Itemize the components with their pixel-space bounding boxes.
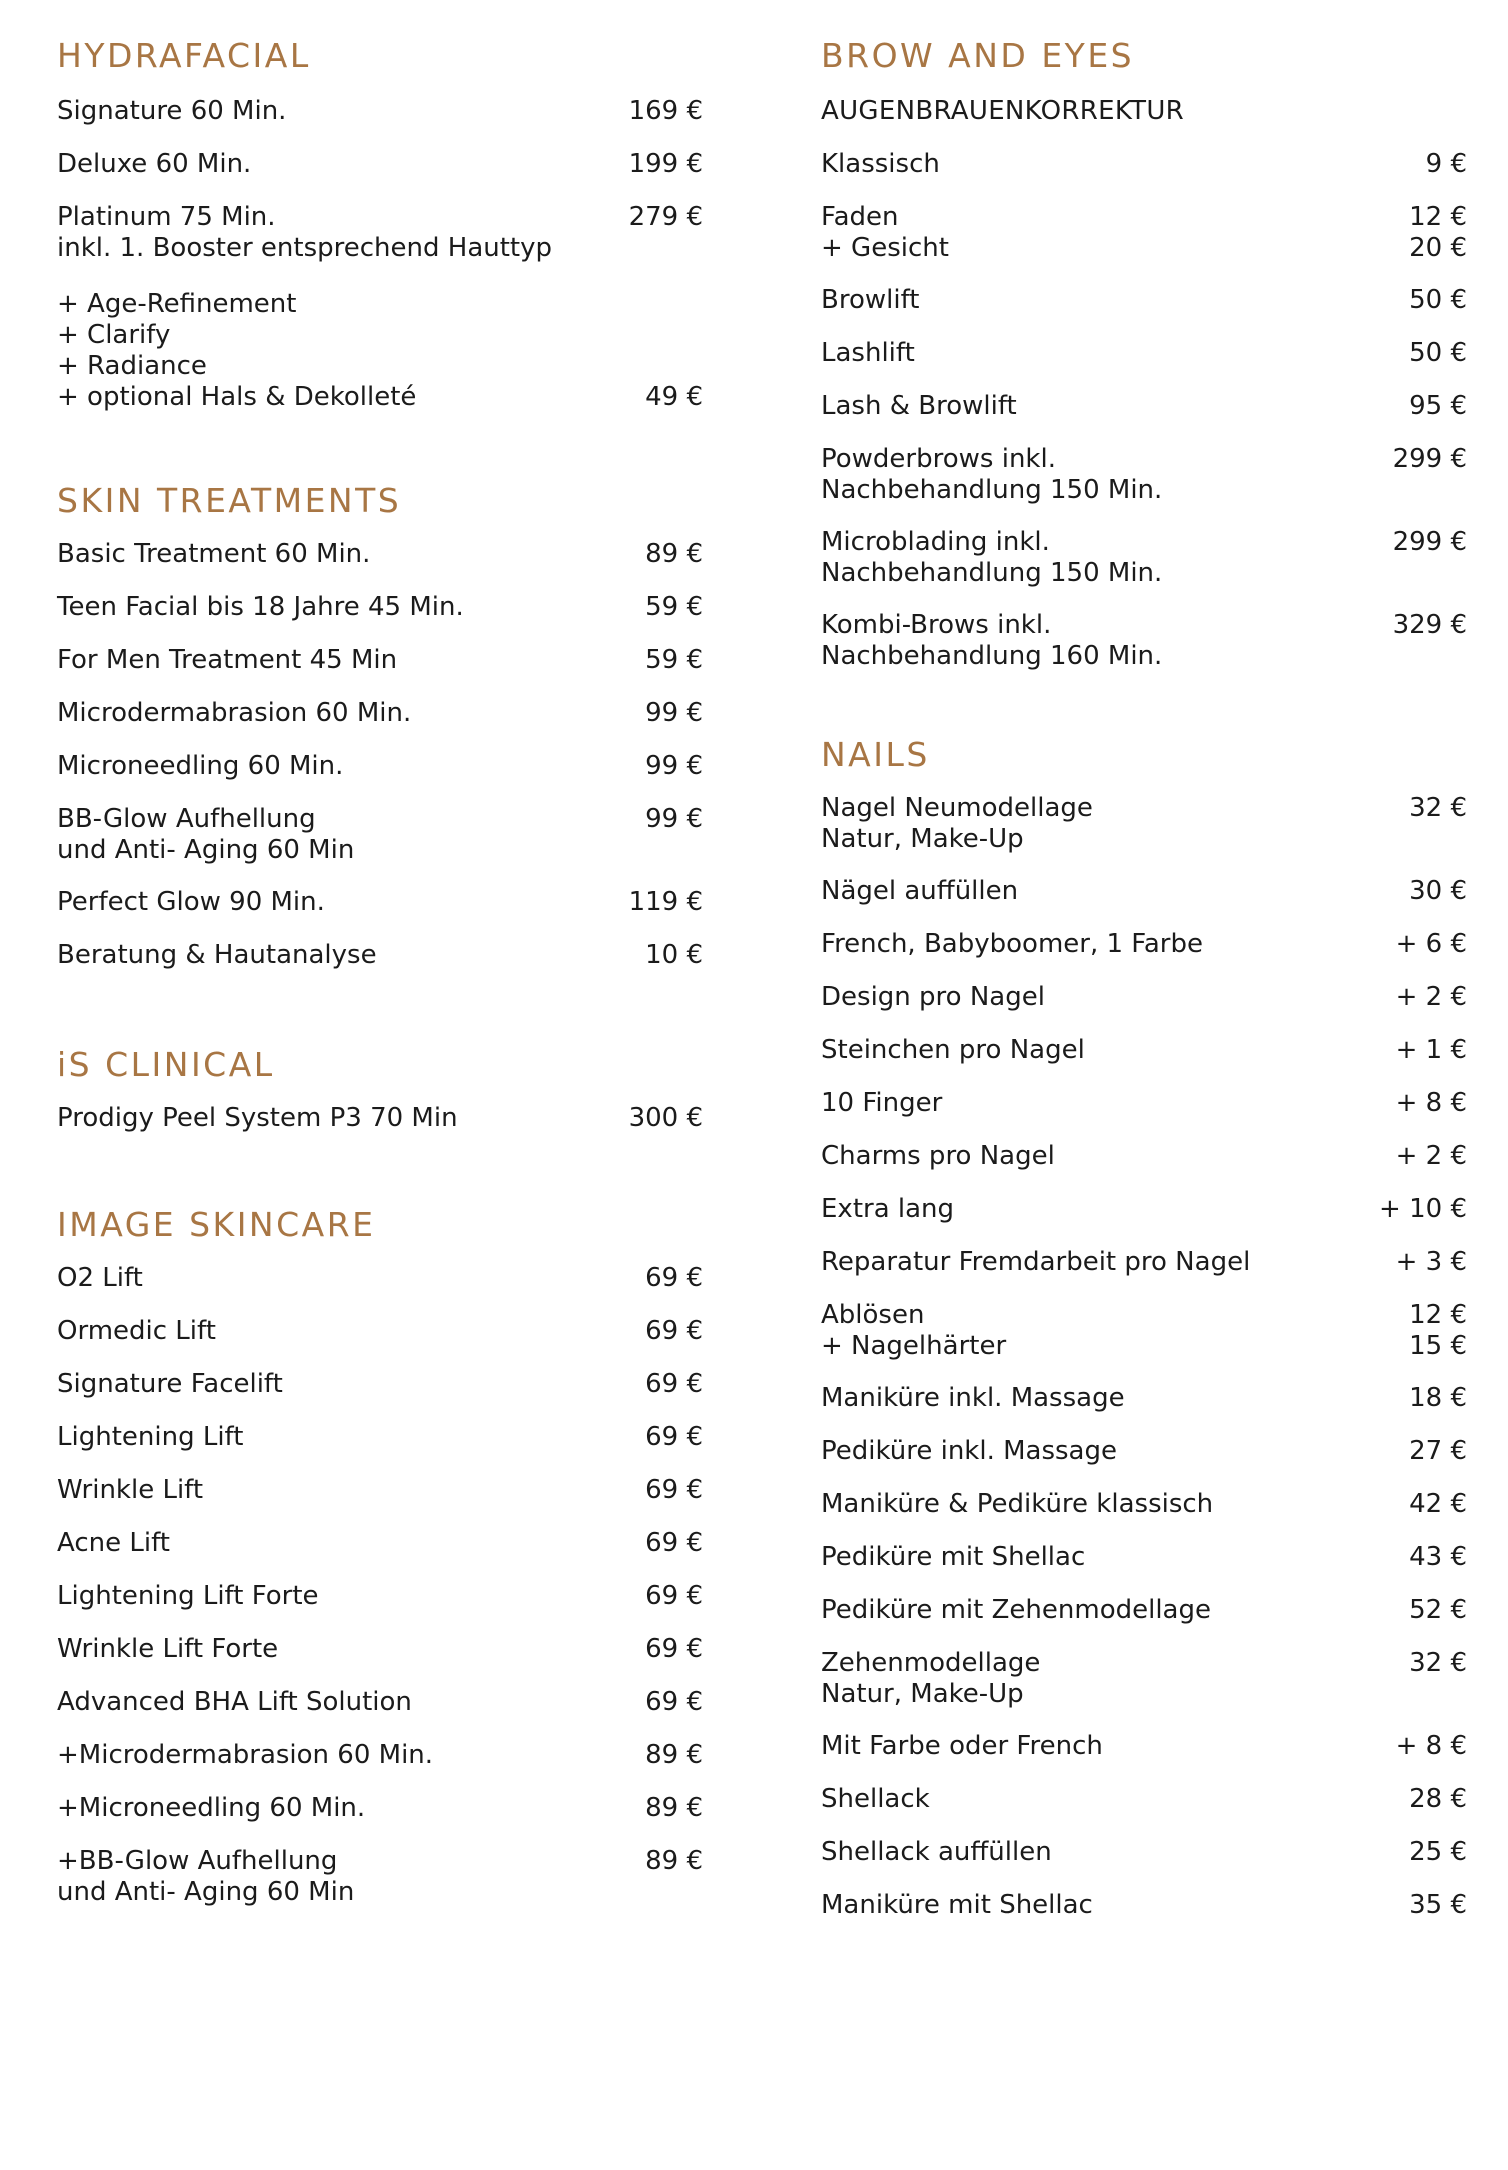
item-price: 9 € (1425, 149, 1467, 179)
item-label: Klassisch (821, 149, 940, 179)
item-label: Extra lang (821, 1194, 955, 1224)
item-price (1409, 1300, 1467, 1362)
item-price: 69 € (645, 1369, 703, 1399)
item-label-line: und Anti- Aging 60 Min (57, 835, 355, 865)
item-price: 27 € (1409, 1436, 1467, 1466)
item-price: 279 € (628, 202, 703, 232)
section-title-skin-treatments: SKIN TREATMENTS (57, 481, 402, 520)
item-label: Charms pro Nagel (821, 1141, 1055, 1171)
item-label: Maniküre inkl. Massage (821, 1383, 1125, 1413)
item-label-line: + Nagelhärter (821, 1331, 1007, 1361)
item-price: 28 € (1409, 1784, 1467, 1814)
item-price: 89 € (645, 1846, 703, 1876)
item-label: Maniküre mit Shellac (821, 1890, 1093, 1920)
item-label-line: Nachbehandlung 150 Min. (821, 475, 1163, 505)
item-price: 52 € (1409, 1595, 1467, 1625)
item-label-line: Natur, Make-Up (821, 824, 1024, 854)
item-label: Microneedling 60 Min. (57, 751, 344, 781)
item-label: Lightening Lift Forte (57, 1581, 319, 1611)
item-label (57, 202, 552, 264)
item-label: Design pro Nagel (821, 982, 1045, 1012)
item-label: Wrinkle Lift Forte (57, 1634, 279, 1664)
item-price: 59 € (645, 645, 703, 675)
item-label-line: Natur, Make-Up (821, 1679, 1024, 1709)
item-label: Steinchen pro Nagel (821, 1035, 1085, 1065)
item-price-line: 15 € (1409, 1331, 1467, 1361)
item-price: 18 € (1409, 1383, 1467, 1413)
item-price: 42 € (1409, 1489, 1467, 1519)
item-label: O2 Lift (57, 1263, 143, 1293)
item-label-line: Nagel Neumodellage (821, 793, 1093, 823)
section-title-hydrafacial: HYDRAFACIAL (57, 36, 311, 75)
item-label: Lash & Browlift (821, 391, 1017, 421)
item-price: 99 € (645, 751, 703, 781)
item-label: Perfect Glow 90 Min. (57, 887, 325, 917)
item-label: Shellack auffüllen (821, 1837, 1052, 1867)
item-price: 69 € (645, 1581, 703, 1611)
item-label-line: Microblading inkl. (821, 527, 1050, 557)
item-label-line: + Age-Refinement (57, 289, 297, 319)
item-label (57, 1846, 354, 1908)
item-price: 299 € (1392, 444, 1467, 474)
item-label: For Men Treatment 45 Min (57, 645, 398, 675)
item-price: 69 € (645, 1316, 703, 1346)
item-price-line: 20 € (1409, 233, 1467, 263)
item-label-line: + optional Hals & Dekolleté (57, 382, 417, 412)
section-title-nails: NAILS (821, 735, 930, 774)
item-price: 32 € (1409, 793, 1467, 823)
item-price: + 3 € (1395, 1247, 1467, 1277)
item-price: 69 € (645, 1687, 703, 1717)
item-label-line: +BB-Glow Aufhellung (57, 1846, 338, 1876)
item-label: Mit Farbe oder French (821, 1731, 1103, 1761)
section-title-is-clinical: iS CLINICAL (57, 1045, 275, 1084)
item-price: 35 € (1409, 1890, 1467, 1920)
item-price: 69 € (645, 1528, 703, 1558)
item-label: 10 Finger (821, 1088, 943, 1118)
item-label (57, 804, 354, 866)
item-price: + 2 € (1395, 1141, 1467, 1171)
item-price: 299 € (1392, 527, 1467, 557)
item-price-line: 12 € (1409, 1300, 1467, 1330)
item-price: 95 € (1409, 391, 1467, 421)
item-label (821, 1300, 1006, 1362)
item-price: 119 € (628, 887, 703, 917)
item-price: 30 € (1409, 876, 1467, 906)
item-label: Teen Facial bis 18 Jahre 45 Min. (57, 592, 464, 622)
item-label-line: Faden (821, 202, 899, 232)
item-price: 69 € (645, 1263, 703, 1293)
item-label-line: + Radiance (57, 351, 207, 381)
item-label: Reparatur Fremdarbeit pro Nagel (821, 1247, 1251, 1277)
item-price: 329 € (1392, 610, 1467, 640)
item-label-line: Nachbehandlung 150 Min. (821, 558, 1163, 588)
item-label-line: Ablösen (821, 1300, 925, 1330)
item-label: Deluxe 60 Min. (57, 149, 252, 179)
item-label: Beratung & Hautanalyse (57, 940, 377, 970)
item-label-line: Powderbrows inkl. (821, 444, 1056, 474)
section-subtitle: AUGENBRAUENKORREKTUR (821, 96, 1185, 126)
item-label: Advanced BHA Lift Solution (57, 1687, 412, 1717)
item-label (821, 202, 949, 264)
item-label: Lashlift (821, 338, 915, 368)
item-label (821, 610, 1162, 672)
item-label (821, 444, 1162, 506)
item-price-line: 12 € (1409, 202, 1467, 232)
item-label (821, 1648, 1040, 1710)
item-label: +Microneedling 60 Min. (57, 1793, 366, 1823)
item-price: 25 € (1409, 1837, 1467, 1867)
item-label: Nägel auffüllen (821, 876, 1019, 906)
item-price: 50 € (1409, 338, 1467, 368)
item-label: Pediküre mit Zehenmodellage (821, 1595, 1211, 1625)
item-label: Pediküre inkl. Massage (821, 1436, 1117, 1466)
item-price: + 2 € (1395, 982, 1467, 1012)
item-price: 10 € (645, 940, 703, 970)
item-price: 99 € (645, 804, 703, 834)
item-price: 69 € (645, 1475, 703, 1505)
item-price (1409, 202, 1467, 264)
item-label: French, Babyboomer, 1 Farbe (821, 929, 1203, 959)
item-label-line: + Clarify (57, 320, 171, 350)
item-label-line: Kombi-Brows inkl. (821, 610, 1052, 640)
item-price: 89 € (645, 1740, 703, 1770)
item-label (57, 289, 416, 413)
item-label: +Microdermabrasion 60 Min. (57, 1740, 434, 1770)
item-price: 300 € (628, 1103, 703, 1133)
item-label (821, 793, 1093, 855)
item-label: Lightening Lift (57, 1422, 244, 1452)
item-price: 69 € (645, 1422, 703, 1452)
item-price: 50 € (1409, 285, 1467, 315)
item-price: 199 € (628, 149, 703, 179)
item-label (821, 527, 1162, 589)
item-price: 32 € (1409, 1648, 1467, 1678)
item-price: + 6 € (1395, 929, 1467, 959)
item-price: + 8 € (1395, 1088, 1467, 1118)
item-price: 49 € (645, 382, 703, 412)
item-label: Ormedic Lift (57, 1316, 216, 1346)
item-label: Acne Lift (57, 1528, 170, 1558)
item-label-line: Zehenmodellage (821, 1648, 1041, 1678)
section-title-image-skincare: IMAGE SKINCARE (57, 1205, 376, 1244)
item-label-line: und Anti- Aging 60 Min (57, 1877, 355, 1907)
item-label: Signature 60 Min. (57, 96, 287, 126)
item-label-line: Platinum 75 Min. (57, 202, 276, 232)
item-price: 169 € (628, 96, 703, 126)
item-label-line: inkl. 1. Booster entsprechend Hauttyp (57, 233, 553, 263)
item-label: Pediküre mit Shellac (821, 1542, 1086, 1572)
item-label-line: BB-Glow Aufhellung (57, 804, 316, 834)
item-label: Wrinkle Lift (57, 1475, 204, 1505)
item-label-line: Nachbehandlung 160 Min. (821, 641, 1163, 671)
item-label: Browlift (821, 285, 920, 315)
item-label: Signature Facelift (57, 1369, 283, 1399)
item-label: Microdermabrasion 60 Min. (57, 698, 412, 728)
item-price: + 10 € (1379, 1194, 1467, 1224)
item-price: 89 € (645, 1793, 703, 1823)
item-price: 69 € (645, 1634, 703, 1664)
item-price: 89 € (645, 539, 703, 569)
item-price: 99 € (645, 698, 703, 728)
item-label: Prodigy Peel System P3 70 Min (57, 1103, 458, 1133)
item-label: Basic Treatment 60 Min. (57, 539, 371, 569)
item-price: + 8 € (1395, 1731, 1467, 1761)
item-price: 59 € (645, 592, 703, 622)
item-label: Shellack (821, 1784, 930, 1814)
item-label-line: + Gesicht (821, 233, 949, 263)
item-price: 43 € (1409, 1542, 1467, 1572)
item-label: Maniküre & Pediküre klassisch (821, 1489, 1214, 1519)
section-title-brow-and-eyes: BROW AND EYES (821, 36, 1135, 75)
item-price: + 1 € (1395, 1035, 1467, 1065)
